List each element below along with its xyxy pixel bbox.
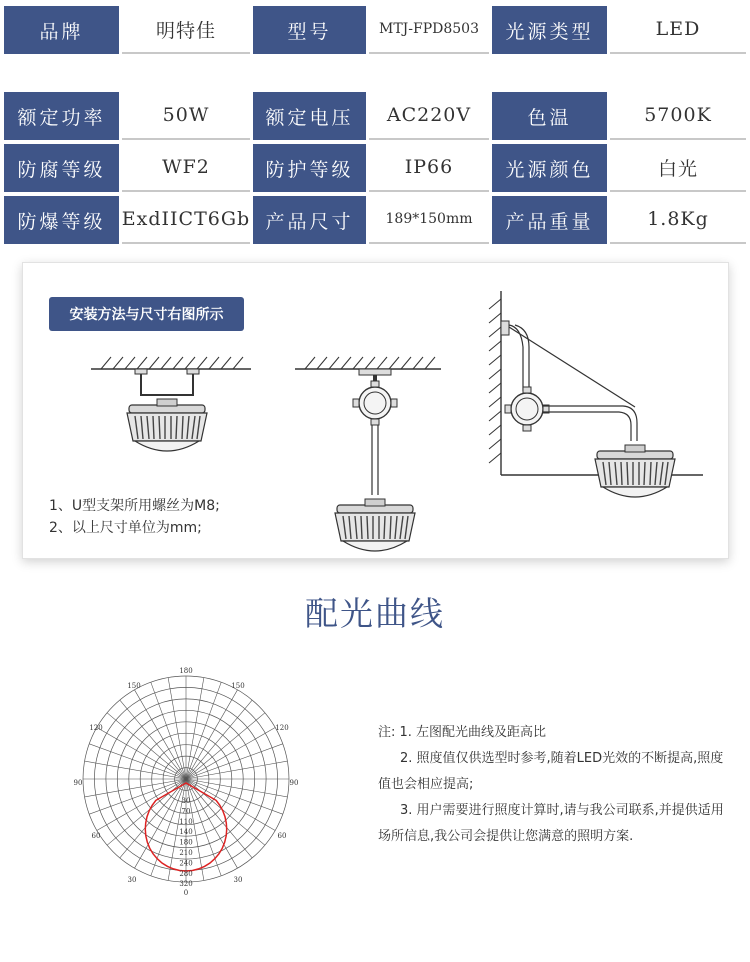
angle-label: 150 [231, 682, 245, 690]
spec-label: 光源类型 [492, 6, 607, 54]
polar-light-distribution [73, 664, 299, 897]
installation-note: 1、U型支架所用螺丝为M8; [49, 498, 220, 514]
radial-label: 280 [179, 869, 193, 878]
spec-label: 产品重量 [492, 196, 607, 244]
radial-label: 110 [179, 817, 193, 826]
radial-label: 180 [179, 838, 193, 847]
radial-label: 140 [179, 828, 193, 837]
spec-value: WF2 [122, 144, 250, 192]
radial-label: 240 [179, 859, 193, 868]
spec-label: 品牌 [4, 6, 119, 54]
spec-value: 50W [122, 92, 250, 140]
angle-label: 30 [127, 876, 137, 884]
spec-row [4, 6, 746, 54]
spec-value: 白光 [610, 144, 746, 192]
spec-value: MTJ-FPD8503 [369, 6, 489, 54]
spec-row [4, 92, 746, 140]
spec-label: 额定功率 [4, 92, 119, 140]
spec-row [4, 196, 746, 244]
spec-value: 明特佳 [122, 6, 250, 54]
radial-label: 30 [181, 797, 191, 805]
installation-note: 2、以上尺寸单位为mm; [49, 520, 202, 536]
radial-label: 210 [179, 849, 193, 857]
angle-label: 30 [233, 876, 243, 884]
spec-label: 色温 [492, 92, 607, 140]
spec-value: IP66 [369, 144, 489, 192]
installation-badge: 安装方法与尺寸右图所示 [49, 297, 244, 331]
angle-label: 120 [275, 724, 289, 732]
angle-label: 90 [289, 779, 299, 787]
radial-label: 70 [181, 807, 191, 816]
angle-label: 150 [127, 682, 141, 690]
angle-label: 60 [91, 832, 101, 840]
spec-value: LED [610, 6, 746, 54]
spec-label: 光源颜色 [492, 144, 607, 192]
section-title: 配光曲线 [305, 594, 445, 633]
spec-label: 防腐等级 [4, 144, 119, 192]
angle-label: 180 [179, 667, 193, 675]
angle-label: 60 [277, 832, 287, 840]
angle-label: 90 [73, 779, 83, 787]
spec-label: 防爆等级 [4, 196, 119, 244]
spec-label: 型号 [253, 6, 366, 54]
angle-label: 120 [89, 724, 103, 732]
spec-value: 189*150mm [369, 196, 489, 244]
installation-panel [22, 262, 729, 559]
angle-label: 0 [183, 889, 189, 897]
radial-label: 320 [179, 880, 193, 889]
spec-label: 额定电压 [253, 92, 366, 140]
spec-value: 1.8Kg [610, 196, 746, 244]
spec-value: ExdIICT6Gb [122, 196, 250, 244]
photometric-notes [378, 720, 728, 850]
spec-label: 防护等级 [253, 144, 366, 192]
note-3: 3. 用户需要进行照度计算时,请与我公司联系,并提供适用场所信息,我公司会提供让您满意的照明方案. [378, 803, 724, 844]
spec-value: AC220V [369, 92, 489, 140]
spec-label: 产品尺寸 [253, 196, 366, 244]
note-2: 2. 照度值仅供选型时参考,随着LED光效的不断提高,照度值也会相应提高; [378, 751, 724, 792]
spec-row [4, 144, 746, 192]
note-1: 注: 1. 左图配光曲线及距高比 [378, 725, 547, 740]
spec-value: 5700K [610, 92, 746, 140]
